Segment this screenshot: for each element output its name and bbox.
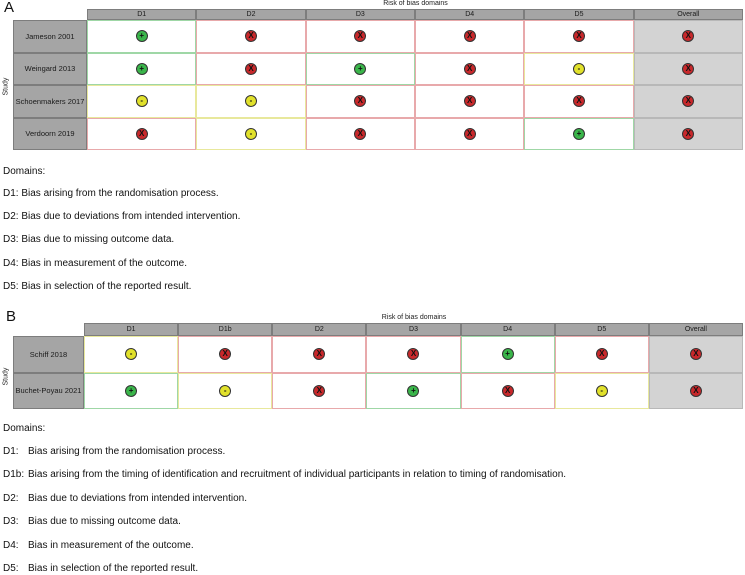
column-header-overall: Overall — [649, 323, 743, 336]
judgement-high-icon: X — [354, 30, 366, 42]
study-label: Schoenmakers 2017 — [13, 85, 87, 118]
judgement-high-icon: X — [464, 128, 476, 140]
judgement-low-icon: + — [407, 385, 419, 397]
panel-a-study-axis: Study — [2, 77, 10, 96]
column-header-d1b: D1b — [178, 323, 272, 336]
legend-item — [3, 211, 240, 223]
judgement-high-icon: X — [690, 348, 702, 360]
legend-item — [3, 281, 191, 293]
judgement-high-icon: X — [596, 348, 608, 360]
legend-key: D2: — [3, 492, 19, 504]
judgement-cell — [415, 85, 524, 118]
judgement-high-icon: X — [313, 385, 325, 397]
judgement-cell — [306, 53, 415, 86]
judgement-high-icon: X — [313, 348, 325, 360]
column-header-d2: D2 — [196, 9, 305, 20]
study-label: Verdoorn 2019 — [13, 118, 87, 151]
judgement-low-icon: + — [573, 128, 585, 140]
legend-key: D1: — [3, 188, 19, 199]
legend-text: Bias due to missing outcome data. — [28, 516, 181, 528]
judgement-cell — [272, 373, 366, 410]
judgement-high-icon: X — [407, 348, 419, 360]
judgement-high-icon: X — [464, 95, 476, 107]
judgement-cell — [306, 118, 415, 151]
judgement-cell — [87, 85, 196, 118]
judgement-some-icon: - — [136, 95, 148, 107]
judgement-some-icon: - — [596, 385, 608, 397]
panel-b-study-axis: Study — [2, 367, 10, 386]
judgement-high-icon: X — [573, 95, 585, 107]
judgement-cell — [272, 336, 366, 373]
judgement-cell — [87, 53, 196, 86]
panel-b-letter: B — [6, 308, 17, 325]
column-header-d4: D4 — [415, 9, 524, 20]
judgement-high-icon: X — [682, 128, 694, 140]
legend-item — [3, 258, 187, 270]
legend-item — [3, 516, 181, 528]
legend-text: Bias in selection of the reported result. — [21, 280, 192, 292]
legend-text: Bias in measurement of the outcome. — [21, 257, 187, 269]
column-header-d1: D1 — [84, 323, 178, 336]
legend-text: Bias arising from the randomisation process. — [28, 446, 226, 457]
judgement-cell — [555, 336, 649, 373]
legend-key: D3: — [3, 234, 19, 246]
legend-item — [3, 493, 247, 505]
judgement-cell — [415, 118, 524, 151]
study-label: Jameson 2001 — [13, 20, 87, 53]
judgement-cell — [555, 373, 649, 410]
judgement-cell — [196, 118, 305, 151]
panel-a-title: Risk of bias domains — [383, 0, 448, 7]
judgement-some-icon: - — [245, 128, 257, 140]
column-header-d4: D4 — [461, 323, 555, 336]
panel-b-legend-title: Domains: — [3, 423, 46, 434]
judgement-cell — [461, 373, 555, 410]
judgement-high-icon: X — [219, 348, 231, 360]
judgement-cell — [366, 373, 460, 410]
judgement-cell — [524, 20, 633, 53]
judgement-high-icon: X — [682, 30, 694, 42]
judgement-cell — [366, 336, 460, 373]
legend-item — [3, 540, 194, 552]
judgement-cell — [196, 20, 305, 53]
study-label: Schiff 2018 — [13, 336, 84, 373]
legend-key: D5: — [3, 563, 19, 574]
judgement-cell — [649, 336, 743, 373]
column-header-d5: D5 — [555, 323, 649, 336]
legend-item — [3, 446, 225, 458]
judgement-low-icon: + — [502, 348, 514, 360]
judgement-low-icon: + — [136, 63, 148, 75]
judgement-cell — [634, 53, 743, 86]
column-header-overall: Overall — [634, 9, 743, 20]
judgement-high-icon: X — [502, 385, 514, 397]
legend-key: D3: — [3, 516, 19, 528]
judgement-cell — [87, 20, 196, 53]
judgement-cell — [178, 336, 272, 373]
legend-text: Bias in measurement of the outcome. — [28, 539, 194, 551]
judgement-cell — [196, 53, 305, 86]
judgement-high-icon: X — [245, 30, 257, 42]
column-header-d3: D3 — [366, 323, 460, 336]
legend-key: D2: — [3, 211, 19, 223]
legend-text: Bias due to deviations from intended intervention. — [28, 492, 248, 504]
judgement-low-icon: + — [125, 385, 137, 397]
legend-key: D4: — [3, 539, 19, 551]
judgement-high-icon: X — [682, 95, 694, 107]
judgement-cell — [524, 118, 633, 151]
legend-item — [3, 234, 174, 246]
legend-text: Bias arising from the randomisation process. — [21, 188, 219, 199]
judgement-some-icon: - — [245, 95, 257, 107]
judgement-cell — [524, 53, 633, 86]
judgement-high-icon: X — [573, 30, 585, 42]
study-label: Weingard 2013 — [13, 53, 87, 86]
judgement-high-icon: X — [354, 128, 366, 140]
column-header-d1: D1 — [87, 9, 196, 20]
study-label: Buchet-Poyau 2021 — [13, 373, 84, 410]
judgement-cell — [524, 85, 633, 118]
judgement-high-icon: X — [354, 95, 366, 107]
judgement-cell — [196, 85, 305, 118]
legend-text: Bias in selection of the reported result. — [28, 563, 199, 574]
legend-item — [3, 188, 219, 200]
panel-b-title: Risk of bias domains — [381, 314, 447, 321]
judgement-cell — [84, 336, 178, 373]
judgement-some-icon: - — [573, 63, 585, 75]
judgement-high-icon: X — [245, 63, 257, 75]
column-header-d3: D3 — [306, 9, 415, 20]
panel-a-letter: A — [4, 0, 15, 16]
column-header-d2: D2 — [272, 323, 366, 336]
panel-a-legend-title: Domains: — [3, 166, 46, 177]
judgement-some-icon: - — [125, 348, 137, 360]
legend-key: D5: — [3, 280, 19, 292]
judgement-cell — [634, 118, 743, 151]
judgement-cell — [649, 373, 743, 410]
column-header-d5: D5 — [524, 9, 633, 20]
judgement-cell — [461, 336, 555, 373]
judgement-high-icon: X — [136, 128, 148, 140]
judgement-cell — [634, 85, 743, 118]
legend-item — [3, 469, 566, 481]
judgement-cell — [178, 373, 272, 410]
legend-text: Bias arising from the timing of identification and recruitment of individual participants in relation to timing of randomisation. — [28, 469, 567, 481]
judgement-high-icon: X — [464, 30, 476, 42]
legend-item — [3, 563, 198, 575]
judgement-cell — [415, 53, 524, 86]
judgement-cell — [415, 20, 524, 53]
judgement-low-icon: + — [136, 30, 148, 42]
judgement-cell — [87, 118, 196, 151]
judgement-cell — [306, 20, 415, 53]
judgement-cell — [634, 20, 743, 53]
judgement-high-icon: X — [682, 63, 694, 75]
judgement-cell — [306, 85, 415, 118]
legend-text: Bias due to deviations from intended intervention. — [21, 211, 241, 223]
legend-key: D1b: — [3, 469, 25, 481]
legend-key: D4: — [3, 257, 19, 269]
judgement-cell — [84, 373, 178, 410]
judgement-low-icon: + — [354, 63, 366, 75]
judgement-some-icon: - — [219, 385, 231, 397]
legend-text: Bias due to missing outcome data. — [21, 234, 175, 246]
judgement-high-icon: X — [690, 385, 702, 397]
judgement-high-icon: X — [464, 63, 476, 75]
legend-key: D1: — [3, 446, 19, 457]
